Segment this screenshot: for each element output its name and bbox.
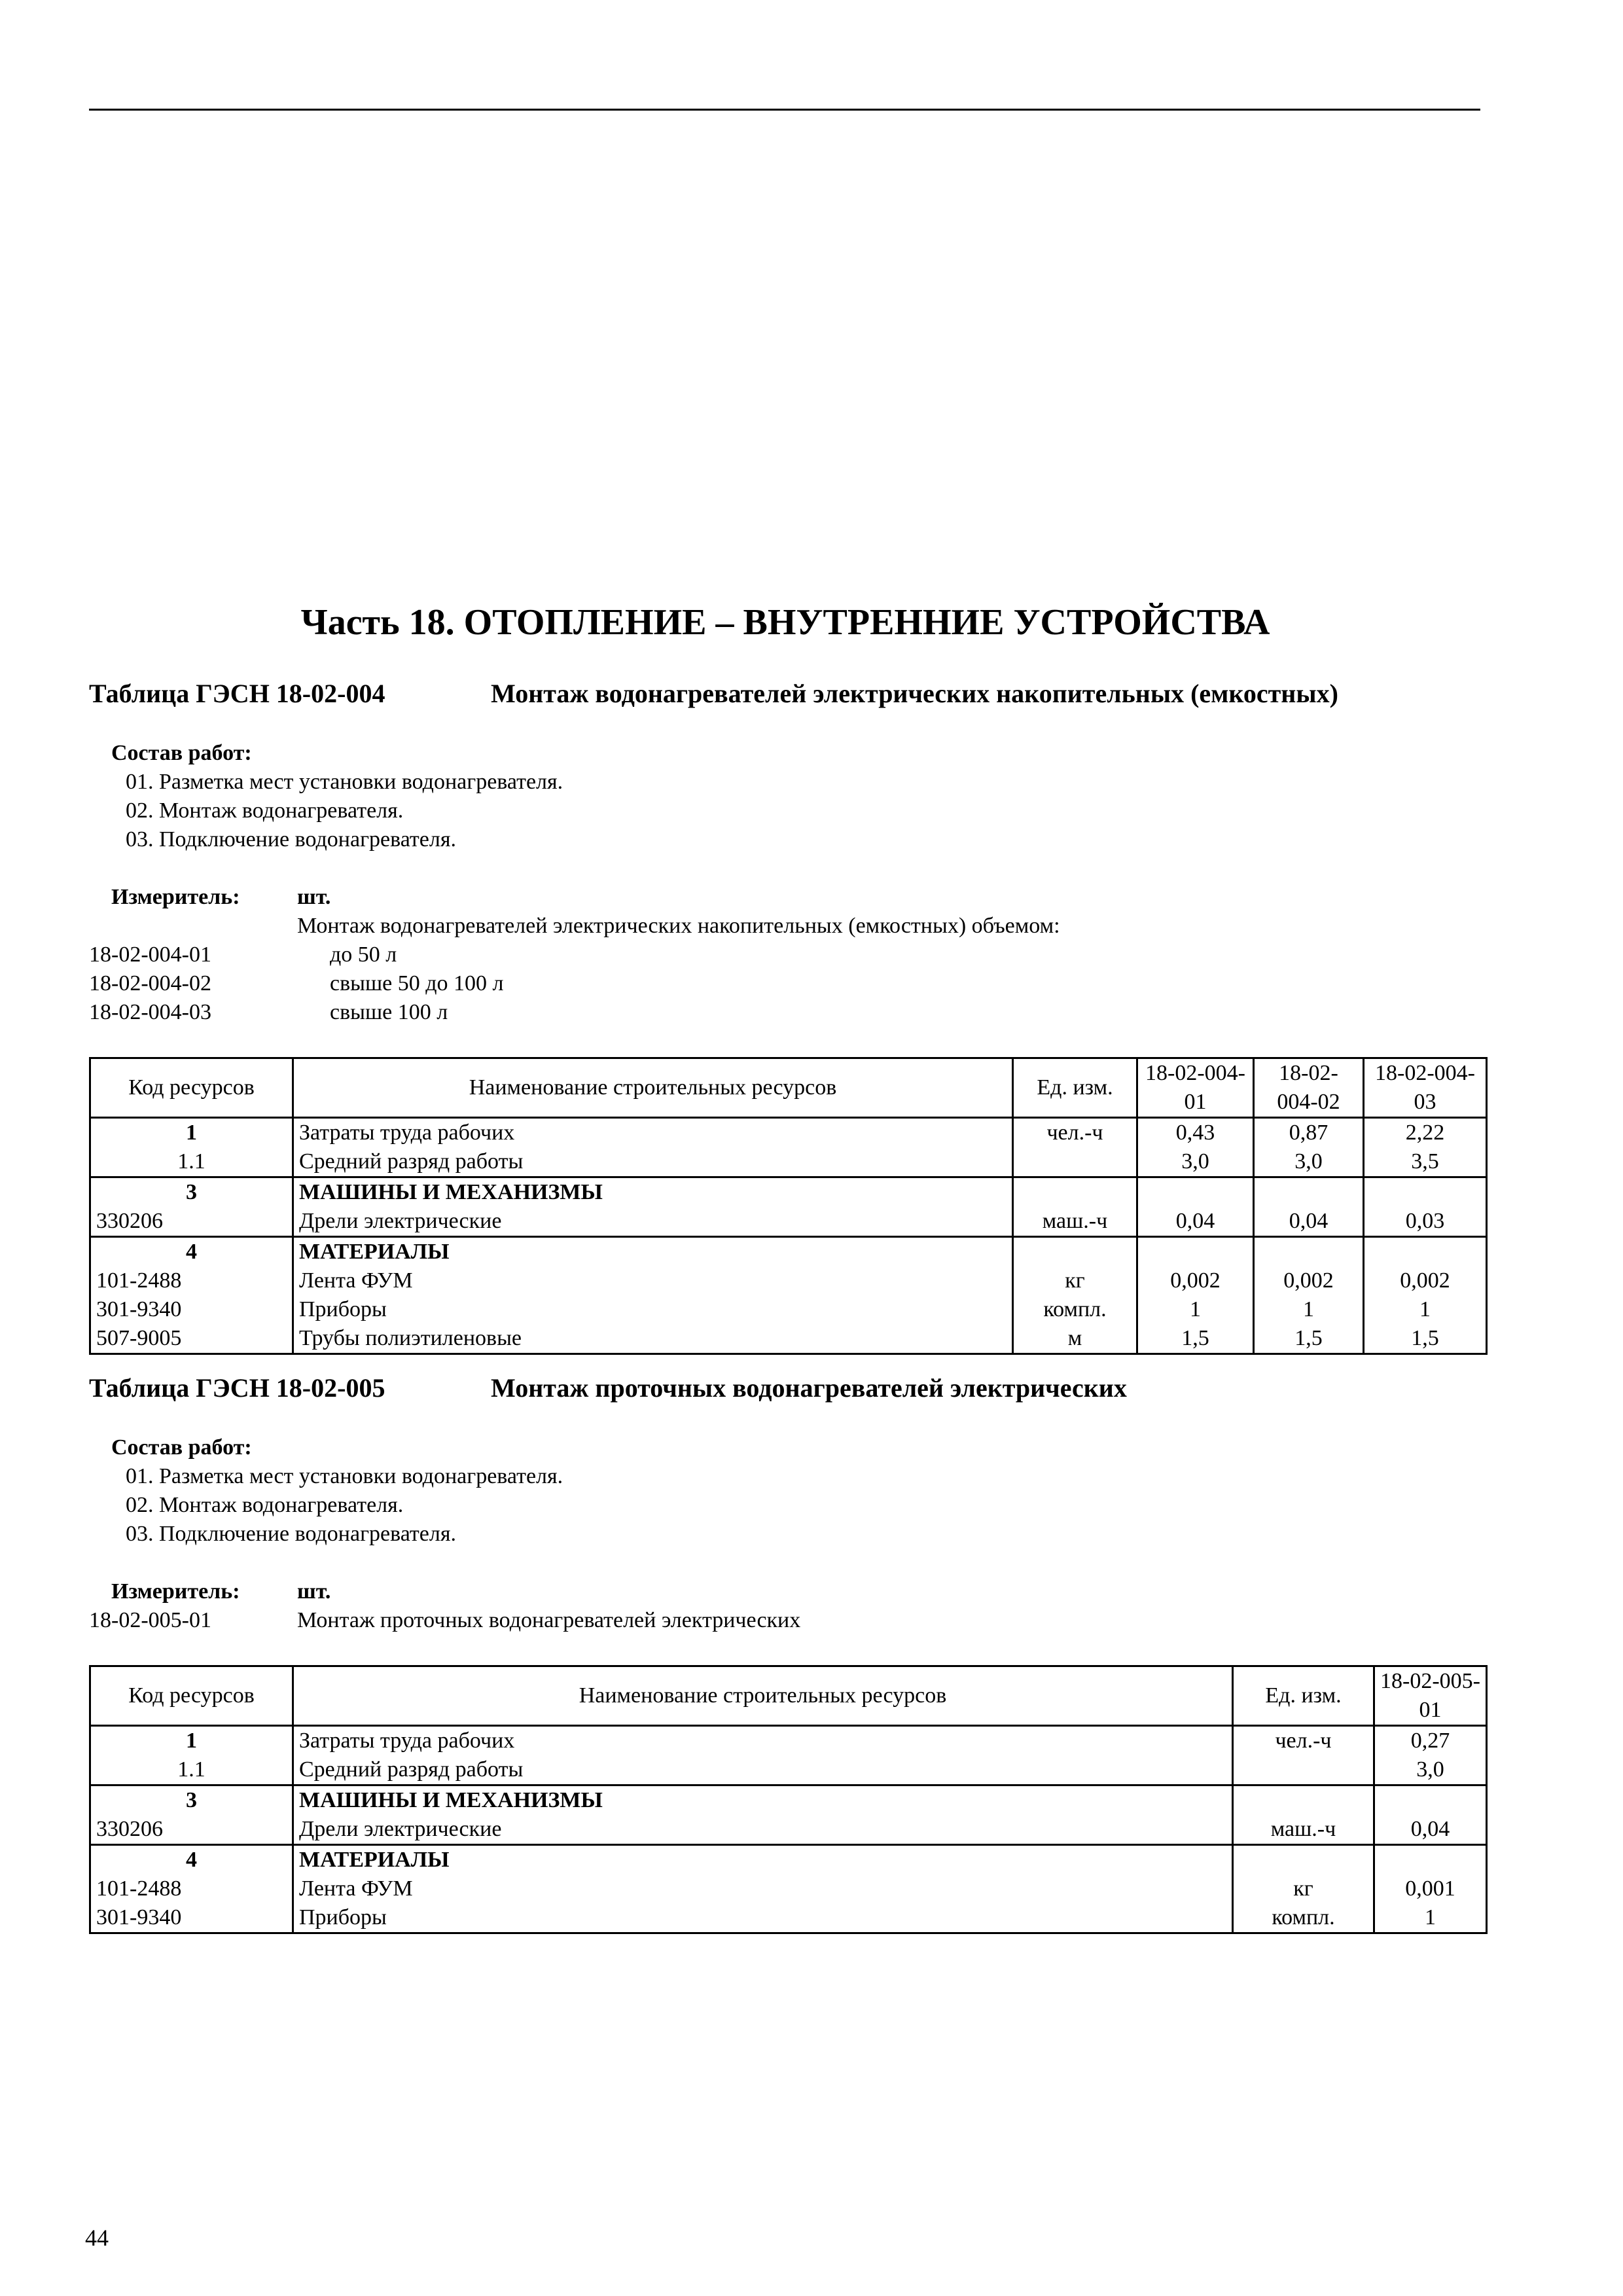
table-code: Таблица ГЭСН 18-02-004 [89,679,385,708]
variant-name: Монтаж проточных водонагревателей электрических [297,1608,801,1632]
col-header-name: Наименование строительных ресурсов [293,1058,1013,1118]
row-code: 330206 [90,1815,293,1845]
table-row [90,1147,1487,1177]
row-value: 0,001 [1374,1874,1487,1903]
row-value: 3,5 [1364,1147,1487,1177]
row-code: 1 [90,1726,293,1756]
table-row [90,1177,1487,1208]
row-value: 1,5 [1137,1324,1254,1354]
row-code: 101-2488 [90,1874,293,1903]
row-value [1374,1785,1487,1816]
table-row [90,1726,1487,1756]
page-number: 44 [85,2225,109,2251]
row-unit: компл. [1233,1903,1374,1933]
table-header-row [90,1058,1487,1118]
top-rule [89,109,1480,111]
row-value: 3,0 [1254,1147,1364,1177]
meter-label: Измеритель: [111,1579,240,1604]
table-heading [89,677,1486,710]
row-value: 1 [1254,1295,1364,1324]
row-unit [1013,1147,1137,1177]
table-row [90,1237,1487,1267]
row-name: Приборы [293,1903,1233,1933]
row-name: Лента ФУМ [293,1874,1233,1903]
row-value: 1,5 [1254,1324,1364,1354]
row-value: 1 [1374,1903,1487,1933]
row-value: 0,04 [1374,1815,1487,1845]
row-name: Затраты труда рабочих [293,1118,1013,1148]
row-unit: маш.-ч [1233,1815,1374,1845]
table-header-row [90,1666,1487,1726]
col-header-code: Код ресурсов [90,1058,293,1118]
row-value [1364,1177,1487,1208]
work-item: 01. Разметка мест установки водонагревателя. [126,1464,563,1488]
work-composition-label: Состав работ: [111,1435,252,1460]
col-header-variant: 18-02-004-02 [1254,1058,1364,1118]
table-row [90,1785,1487,1816]
table-row [90,1845,1487,1875]
row-unit [1013,1177,1137,1208]
table-row [90,1295,1487,1324]
work-item: 03. Подключение водонагревателя. [126,1522,456,1546]
variant-name: свыше 50 до 100 л [330,971,504,996]
row-code: 301-9340 [90,1295,293,1324]
row-value [1137,1177,1254,1208]
row-name: Дрели электрические [293,1207,1013,1237]
row-code: 4 [90,1845,293,1875]
row-unit: м [1013,1324,1137,1354]
meter-label: Измеритель: [111,885,240,909]
variant-code: 18-02-004-02 [89,971,211,996]
row-unit: чел.-ч [1013,1118,1137,1148]
resources-table [89,1665,1488,1934]
variant-name: свыше 100 л [330,1000,448,1024]
row-code: 1 [90,1118,293,1148]
table-section-18-02-005 [89,1372,1486,1934]
meter-block [89,1577,1486,1635]
row-value: 0,43 [1137,1118,1254,1148]
row-code: 1.1 [90,1755,293,1785]
row-name: Приборы [293,1295,1013,1324]
row-value [1364,1237,1487,1267]
row-code: 301-9340 [90,1903,293,1933]
row-value: 0,27 [1374,1726,1487,1756]
row-value: 0,04 [1254,1207,1364,1237]
row-value: 0,002 [1137,1266,1254,1295]
row-value: 3,0 [1137,1147,1254,1177]
row-name: Дрели электрические [293,1815,1233,1845]
col-header-variant: 18-02-004-03 [1364,1058,1487,1118]
row-name: МАТЕРИАЛЫ [293,1237,1013,1267]
col-header-variant: 18-02-004-01 [1137,1058,1254,1118]
table-title: Монтаж водонагревателей электрических накопительных (емкостных) [491,679,1338,708]
table-row [90,1815,1487,1845]
table-row [90,1118,1487,1148]
row-value: 0,002 [1364,1266,1487,1295]
meter-block [89,883,1486,1027]
table-heading [89,1372,1486,1405]
row-value: 1 [1364,1295,1487,1324]
row-value: 0,04 [1137,1207,1254,1237]
table-row [90,1207,1487,1237]
row-code: 3 [90,1177,293,1208]
row-value [1137,1237,1254,1267]
col-header-name: Наименование строительных ресурсов [293,1666,1233,1726]
work-item: 02. Монтаж водонагревателя. [126,798,404,823]
row-unit: чел.-ч [1233,1726,1374,1756]
row-unit [1233,1785,1374,1816]
row-name: Трубы полиэтиленовые [293,1324,1013,1354]
row-name: Средний разряд работы [293,1147,1013,1177]
resources-table [89,1057,1488,1355]
row-name: Лента ФУМ [293,1266,1013,1295]
row-value: 1,5 [1364,1324,1487,1354]
table-code: Таблица ГЭСН 18-02-005 [89,1373,385,1403]
row-value: 1 [1137,1295,1254,1324]
row-unit: кг [1013,1266,1137,1295]
col-header-unit: Ед. изм. [1233,1666,1374,1726]
row-value [1254,1177,1364,1208]
row-name: МАШИНЫ И МЕХАНИЗМЫ [293,1785,1233,1816]
work-item: 03. Подключение водонагревателя. [126,827,456,852]
row-unit: кг [1233,1874,1374,1903]
row-value: 0,03 [1364,1207,1487,1237]
variant-code: 18-02-004-03 [89,1000,211,1024]
meter-unit: шт. [297,1579,331,1604]
table-row [90,1324,1487,1354]
row-name: Затраты труда рабочих [293,1726,1233,1756]
table-row [90,1755,1487,1785]
row-code: 4 [90,1237,293,1267]
work-item: 01. Разметка мест установки водонагревателя. [126,770,563,794]
table-row [90,1266,1487,1295]
row-value: 3,0 [1374,1755,1487,1785]
col-header-variant: 18-02-005-01 [1374,1666,1487,1726]
work-item: 02. Монтаж водонагревателя. [126,1493,404,1517]
meter-description: Монтаж водонагревателей электрических накопительных (емкостных) объемом: [297,914,1060,938]
col-header-unit: Ед. изм. [1013,1058,1137,1118]
row-unit [1233,1755,1374,1785]
variant-code: 18-02-004-01 [89,942,211,967]
row-unit [1013,1237,1137,1267]
row-name: МАШИНЫ И МЕХАНИЗМЫ [293,1177,1013,1208]
row-name: МАТЕРИАЛЫ [293,1845,1233,1875]
row-code: 330206 [90,1207,293,1237]
variant-name: до 50 л [330,942,397,967]
row-value: 0,002 [1254,1266,1364,1295]
row-unit: компл. [1013,1295,1137,1324]
row-value [1254,1237,1364,1267]
row-code: 507-9005 [90,1324,293,1354]
row-value [1374,1845,1487,1875]
meter-unit: шт. [297,885,331,909]
table-section-18-02-004 [89,677,1486,1355]
col-header-code: Код ресурсов [90,1666,293,1726]
part-title: Часть 18. ОТОПЛЕНИЕ – ВНУТРЕННИЕ УСТРОЙСТВА [300,602,1270,643]
row-value: 2,22 [1364,1118,1487,1148]
row-name: Средний разряд работы [293,1755,1233,1785]
table-title: Монтаж проточных водонагревателей электрических [491,1373,1127,1403]
row-code: 1.1 [90,1147,293,1177]
variant-code: 18-02-005-01 [89,1608,211,1632]
row-value: 0,87 [1254,1118,1364,1148]
row-unit [1233,1845,1374,1875]
table-row [90,1874,1487,1903]
row-unit: маш.-ч [1013,1207,1137,1237]
row-code: 101-2488 [90,1266,293,1295]
table-row [90,1903,1487,1933]
work-composition-label: Состав работ: [111,741,252,765]
row-code: 3 [90,1785,293,1816]
